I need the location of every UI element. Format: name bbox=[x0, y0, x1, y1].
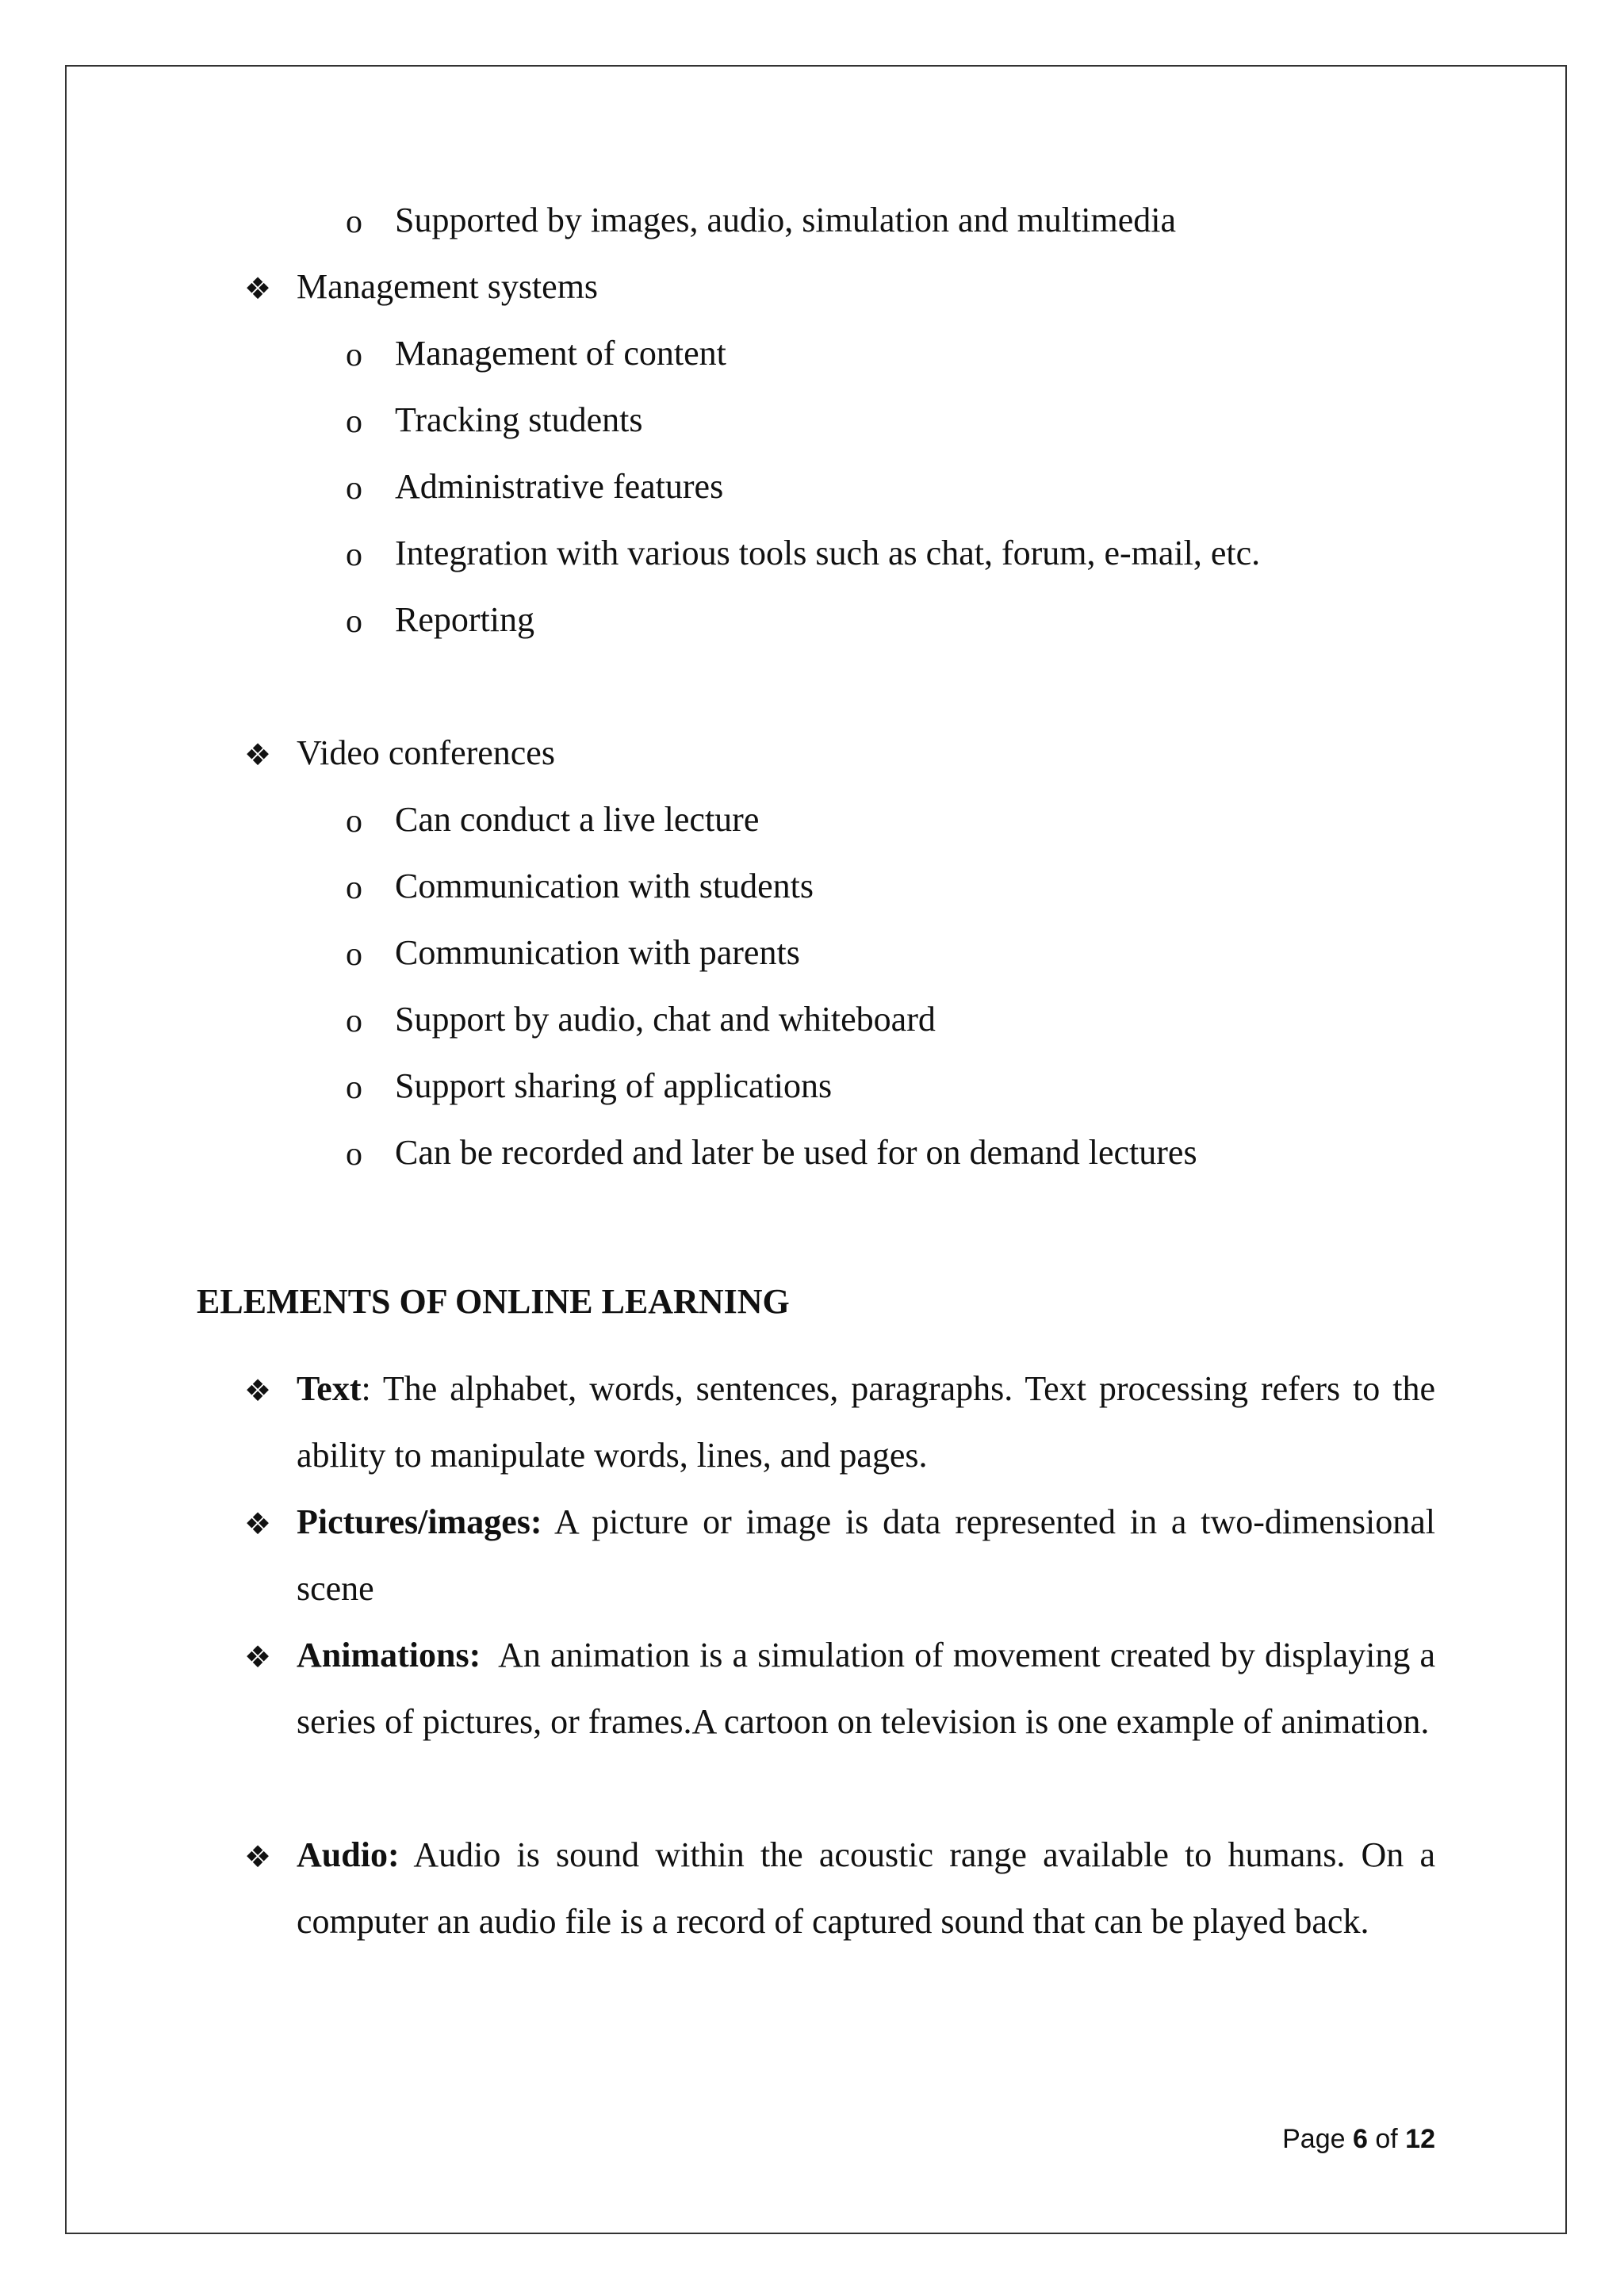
section-heading: ELEMENTS OF ONLINE LEARNING bbox=[197, 1282, 790, 1321]
element-description: The alphabet, words, sentences, paragraphs. Text processing refers to the ability to manipulate words, lines, and pages. bbox=[297, 1369, 1435, 1475]
diamond-bullet-icon: ❖ bbox=[244, 1373, 272, 1408]
list-item: Administrative features bbox=[395, 467, 724, 506]
sub-bullet-marker: o bbox=[346, 204, 362, 240]
list-item: Can be recorded and later be used for on demand lectures bbox=[395, 1133, 1197, 1172]
sub-bullet-marker: o bbox=[346, 337, 362, 373]
diamond-bullet-icon: ❖ bbox=[244, 1640, 272, 1674]
sub-bullet-marker: o bbox=[346, 936, 362, 973]
page-label: Page bbox=[1282, 2124, 1346, 2154]
list-item: Support by audio, chat and whiteboard bbox=[395, 1000, 936, 1039]
element-description: A picture or image is data represented in a two-dimensional scene bbox=[297, 1502, 1435, 1608]
diamond-bullet-icon: ❖ bbox=[244, 271, 272, 306]
element-separator bbox=[400, 1835, 414, 1874]
sub-bullet-marker: o bbox=[346, 603, 362, 640]
element-separator: : bbox=[361, 1369, 383, 1408]
list-item: Integration with various tools such as chat, forum, e-mail, etc. bbox=[395, 534, 1261, 572]
list-item: Support sharing of applications bbox=[395, 1066, 833, 1105]
sub-bullet-marker: o bbox=[346, 404, 362, 440]
element-term: Text bbox=[297, 1369, 362, 1408]
list-item: Can conduct a live lecture bbox=[395, 800, 760, 839]
element-separator bbox=[481, 1636, 498, 1674]
sub-bullet-marker: o bbox=[346, 870, 362, 906]
element-description: An animation is a simulation of movement created by displaying a series of pictures, or frames.A cartoon on television is one example of animation. bbox=[297, 1636, 1436, 1741]
list-item: Reporting bbox=[395, 600, 534, 639]
current-page: 6 bbox=[1352, 2124, 1368, 2154]
list-item: Communication with students bbox=[395, 867, 814, 905]
element-term: Audio: bbox=[297, 1835, 400, 1874]
sub-bullet-marker: o bbox=[346, 803, 362, 840]
element-audio-paragraph bbox=[297, 1822, 1435, 1955]
element-animations-paragraph bbox=[297, 1622, 1435, 1755]
diamond-bullet-icon: ❖ bbox=[244, 737, 272, 772]
sub-bullet-marker: o bbox=[346, 537, 362, 573]
video-conferences-title: Video conferences bbox=[297, 733, 555, 772]
list-item: Communication with parents bbox=[395, 933, 800, 972]
total-pages: 12 bbox=[1405, 2124, 1435, 2154]
element-term: Animations: bbox=[297, 1636, 481, 1674]
sub-bullet-marker: o bbox=[346, 470, 362, 507]
element-text-paragraph bbox=[297, 1356, 1435, 1489]
diamond-bullet-icon: ❖ bbox=[244, 1506, 272, 1541]
sub-bullet-marker: o bbox=[346, 1003, 362, 1039]
management-systems-title: Management systems bbox=[297, 267, 599, 306]
list-item: Management of content bbox=[395, 334, 726, 373]
list-item: Tracking students bbox=[395, 400, 643, 439]
list-item: Supported by images, audio, simulation and multimedia bbox=[395, 201, 1176, 239]
element-term: Pictures/images: bbox=[297, 1502, 542, 1541]
sub-bullet-marker: o bbox=[346, 1070, 362, 1106]
diamond-bullet-icon: ❖ bbox=[244, 1839, 272, 1874]
element-separator bbox=[542, 1502, 554, 1541]
element-pictures-paragraph bbox=[297, 1489, 1435, 1622]
page-number bbox=[1269, 2122, 1435, 2156]
element-description: Audio is sound within the acoustic range available to humans. On a computer an audio file is a record of captured sound that can be played back. bbox=[297, 1835, 1435, 1941]
sub-bullet-marker: o bbox=[346, 1136, 362, 1173]
of-label: of bbox=[1375, 2124, 1398, 2154]
